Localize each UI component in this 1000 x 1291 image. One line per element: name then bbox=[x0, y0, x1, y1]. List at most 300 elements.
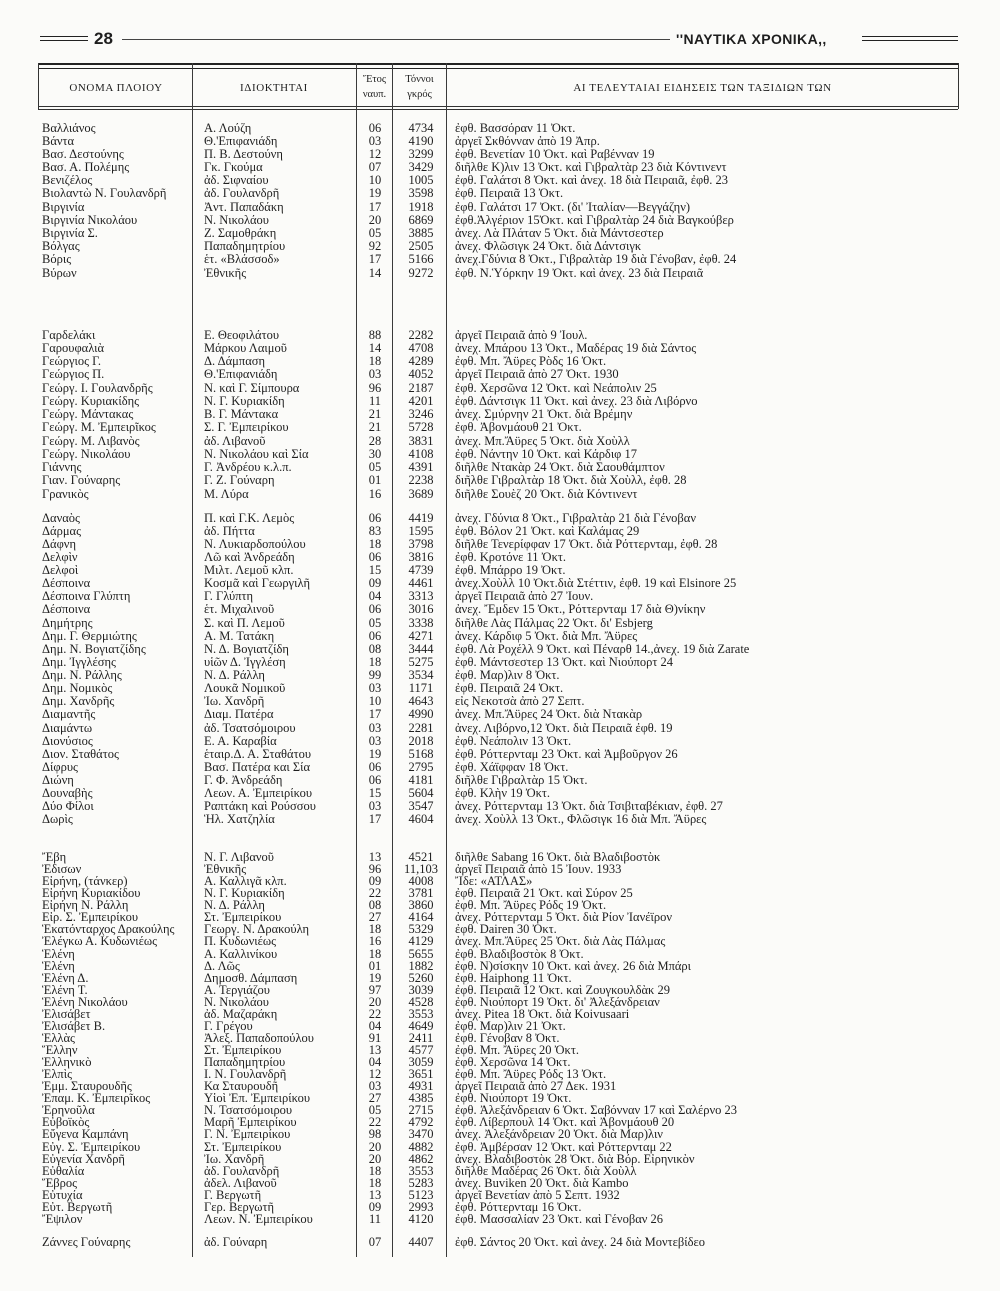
owners: ἀδ. Μαζαράκη bbox=[204, 1006, 278, 1021]
build-year: 92 bbox=[368, 239, 382, 254]
ship-name: Βασ. Δεστούνης bbox=[42, 146, 124, 161]
latest-news: ἐφθ. Πειραιᾶ 24 Ὀκτ. bbox=[455, 681, 564, 696]
ship-name: Δάρμας bbox=[42, 523, 82, 538]
ship-name: Γαρουφαλιὰ bbox=[42, 340, 105, 355]
gross-tons: 4604 bbox=[408, 812, 434, 827]
ship-group-gamma bbox=[0, 329, 1000, 501]
ship-name: Βύρων bbox=[42, 265, 77, 280]
owners: Ἰω. Χανδρῆ bbox=[204, 1151, 265, 1166]
gross-tons: 4577 bbox=[408, 1043, 434, 1057]
build-year: 09 bbox=[368, 576, 382, 591]
gross-tons: 2018 bbox=[408, 733, 434, 748]
gross-tons: 4643 bbox=[408, 694, 434, 709]
owners: Σ. καὶ Π. Λεμοῦ bbox=[204, 615, 285, 630]
latest-news: ἐφθ. Ἀλεξάνδρειαν 6 Ὀκτ. Σαβόνναν 17 καὶ Σαλέρνο 23 bbox=[455, 1103, 738, 1118]
owners: ἑταιρ.Δ. Α. Σταθάτου bbox=[204, 746, 312, 761]
latest-news: ἀνεχ. Χοὺλλ 13 Ὀκτ., Φλῶσιγκ 16 διὰ Μπ. Ἄϋρες bbox=[455, 812, 707, 827]
table-row bbox=[0, 984, 1000, 996]
latest-news: ἐφθ. Σάντος 20 Ὀκτ. καὶ ἀνεχ. 24 διὰ Μοντεβίδεο bbox=[455, 1235, 706, 1249]
owners: Ἀλεξ. Παπαδοπούλου bbox=[204, 1030, 314, 1045]
build-year: 17 bbox=[368, 707, 382, 722]
owners: Ν. Δ. Βογιατζίδη bbox=[204, 641, 289, 656]
gross-tons: 4052 bbox=[408, 367, 434, 382]
gross-tons: 2281 bbox=[408, 720, 434, 735]
table-row bbox=[0, 395, 1000, 408]
build-year: 05 bbox=[368, 460, 382, 474]
ship-name: Γεώργ. Νικολάου bbox=[42, 446, 131, 461]
table-row bbox=[0, 461, 1000, 474]
column-header-gross-tons-line2: γκρός bbox=[407, 89, 432, 100]
latest-news: ἐφθ. Πειραιᾶ 13 Ὀκτ. bbox=[455, 186, 564, 201]
latest-news: ἐφθ. Νιούπορτ 19 Ὀκτ. δι' Ἀλεξάνδρειαν bbox=[455, 994, 660, 1009]
build-year: 18 bbox=[368, 1163, 382, 1178]
page-number: 28 bbox=[94, 29, 113, 48]
build-year: 06 bbox=[368, 759, 382, 774]
latest-news: ἐφθ. Γαλάτσι 8 Ὀκτ. καὶ ἀνεχ. 18 διὰ Πειραιᾶ, ἐφθ. 23 bbox=[455, 173, 728, 188]
latest-news: ἐφθ. Ρόττερνταμ 23 Ὀκτ. καὶ Ἀμβοῦργον 26 bbox=[455, 746, 678, 761]
gross-tons: 4201 bbox=[408, 393, 434, 408]
latest-news: ἐφθ. Κλὴν 19 Ὀκτ. bbox=[455, 786, 551, 801]
build-year: 03 bbox=[368, 133, 382, 148]
owners: ἀδελ. Λιβανοῦ bbox=[204, 1175, 277, 1190]
gross-tons: 2715 bbox=[408, 1103, 434, 1118]
owners: Γερ. Βεργωτῆ bbox=[204, 1199, 275, 1214]
build-year: 18 bbox=[368, 922, 382, 937]
table-row bbox=[0, 735, 1000, 748]
ship-name: Εὔγενα Καμπάνη bbox=[42, 1127, 129, 1142]
gross-tons: 2411 bbox=[408, 1030, 434, 1045]
ship-name: Ἑλένη bbox=[42, 946, 75, 961]
table-row bbox=[0, 1153, 1000, 1165]
ship-name: Εὐθαλία bbox=[42, 1163, 85, 1178]
latest-news: διῆλθε Γιβραλτὰρ 15 Ὀκτ. bbox=[455, 773, 588, 787]
latest-news: ἐφθ. Βλαδιβοστὸκ 8 Ὀκτ. bbox=[455, 946, 584, 961]
build-year: 28 bbox=[368, 433, 382, 448]
owners: Π. καὶ Γ.Κ. Λεμὸς bbox=[204, 510, 295, 525]
gross-tons: 3547 bbox=[408, 799, 434, 814]
build-year: 83 bbox=[368, 523, 382, 538]
owners: Ν. Γ. Κυριακίδη bbox=[204, 886, 285, 901]
gross-tons: 5604 bbox=[408, 786, 434, 801]
ship-name: Δαναὸς bbox=[42, 510, 80, 525]
gross-tons: 2238 bbox=[408, 473, 434, 488]
build-year: 22 bbox=[368, 1115, 382, 1130]
gross-tons: 3651 bbox=[408, 1067, 434, 1082]
build-year: 17 bbox=[368, 252, 382, 267]
gross-tons: 3246 bbox=[408, 407, 434, 421]
owners: Δημοσθ. Δάμπαση bbox=[204, 970, 298, 985]
gross-tons: 3781 bbox=[408, 886, 434, 901]
ship-name: Γεώργ. Ι. Γουλανδρῆς bbox=[42, 380, 153, 395]
build-year: 97 bbox=[368, 982, 382, 997]
build-year: 06 bbox=[368, 602, 382, 617]
build-year: 04 bbox=[368, 1018, 382, 1033]
ship-name: Δέσποινα bbox=[42, 602, 91, 617]
ship-name: Γιάννης bbox=[42, 460, 82, 474]
table-row bbox=[0, 1189, 1000, 1201]
owners: Στ. Ἐμπειρίκου bbox=[204, 910, 282, 925]
ship-name: Δίφρυς bbox=[42, 759, 78, 774]
ship-name: Εὐγ. Σ. Ἐμπειρίκου bbox=[42, 1139, 141, 1154]
table-row bbox=[0, 1128, 1000, 1140]
latest-news: ἐφθ. Ν)σίσκην 10 Ὀκτ. καὶ ἀνεχ. 26 διὰ Μπάρι bbox=[455, 958, 692, 973]
owners: Κα Σταυρουδῆ bbox=[204, 1079, 279, 1094]
owners: Λῶ καὶ Ἀνδρεάδη bbox=[204, 549, 295, 564]
build-year: 14 bbox=[368, 340, 382, 355]
ship-name: Εἰρήνη, (τάνκερ) bbox=[42, 874, 128, 889]
latest-news: ἐφθ. Λίβερπουλ 14 Ὀκτ. καὶ Ἀβονμάουθ 20 bbox=[455, 1115, 675, 1130]
latest-news: ἐφθ. Ρόττερνταμ 16 Ὀκτ. bbox=[455, 1199, 582, 1214]
owners: Διαμ. Πατέρα bbox=[204, 707, 274, 722]
ship-name: Ἑλλὰς bbox=[42, 1030, 75, 1045]
build-year: 07 bbox=[368, 160, 382, 175]
owners: Λουκᾶ Νομικοῦ bbox=[204, 681, 286, 696]
table-row bbox=[0, 948, 1000, 960]
column-header-gross-tons-line1: Τόννοι bbox=[405, 74, 434, 85]
latest-news: ἀνεχ.Γδύνια 8 Ὀκτ., Γιβραλτὰρ 19 διὰ Γένοβαν, ἐφθ. 24 bbox=[455, 252, 737, 267]
owners: Θ.'Επιφανιάδη bbox=[204, 367, 278, 382]
header-rule-middle bbox=[122, 39, 670, 40]
latest-news: ἐφθ. Κροτόνε 11 Ὀκτ. bbox=[455, 549, 567, 564]
ship-name: Δύο Φίλοι bbox=[42, 799, 94, 814]
table-row bbox=[0, 630, 1000, 643]
build-year: 09 bbox=[368, 874, 382, 889]
gross-tons: 4391 bbox=[408, 460, 434, 474]
ship-name: Δάφνη bbox=[42, 536, 76, 551]
ship-name: Ἐρηνοῦλα bbox=[42, 1103, 95, 1118]
ship-name: Εὐβοϊκὸς bbox=[42, 1115, 90, 1130]
gross-tons: 4882 bbox=[408, 1139, 434, 1154]
ship-name: Δημ. Γ. Θερμιώτης bbox=[42, 628, 137, 643]
latest-news: ἀργεῖ Πειραιᾶ ἀπὸ 15 Ἰουν. 1933 bbox=[455, 862, 622, 877]
latest-news: διῆλθε Τενερίφφαν 17 Ὀκτ. διὰ Ρόττερνταμ, ἐφθ. 28 bbox=[455, 536, 718, 551]
latest-news: ἐφθ. Νιούπορτ 19 Ὀκτ. bbox=[455, 1091, 572, 1106]
latest-news: ἀνεχ. Ρόττερνταμ 13 Ὀκτ. διὰ Τσιβιταβέκιαν, ἐφθ. 27 bbox=[455, 799, 723, 814]
ship-name: Ἑλληνικὸ bbox=[42, 1055, 92, 1070]
table-row bbox=[0, 643, 1000, 656]
build-year: 03 bbox=[368, 367, 382, 382]
owners: Παπαδημητρίου bbox=[204, 239, 286, 254]
ship-group-beta bbox=[0, 122, 1000, 280]
latest-news: ἀργεῖ Βενετίαν ἀπὸ 5 Σεπτ. 1932 bbox=[455, 1187, 620, 1202]
owners: Ν. Νικολάου bbox=[204, 994, 269, 1009]
table-row bbox=[0, 267, 1000, 280]
owners: Γ. Βεργωτῆ bbox=[204, 1187, 262, 1202]
gross-tons: 3429 bbox=[408, 160, 434, 175]
ship-name: Δημ. Ἰγγλέσης bbox=[42, 654, 116, 669]
build-year: 27 bbox=[368, 1091, 382, 1106]
ship-name: Γρανικὸς bbox=[42, 486, 89, 501]
owners: ἀδ. Γούναρη bbox=[204, 1235, 268, 1249]
owners: Μιλτ. Λεμοῦ κλπ. bbox=[204, 563, 294, 577]
gross-tons: 3039 bbox=[408, 982, 434, 997]
latest-news: ἀνεχ. Ρόττερνταμ 5 Ὀκτ. διὰ Ρίον Ἰανέϊρον bbox=[455, 910, 672, 925]
latest-news: ἐφθ. Χερσῶνα 12 Ὀκτ. καὶ Νεάπολιν 25 bbox=[455, 380, 657, 395]
ship-name: Βιργινία Νικολάου bbox=[42, 212, 138, 227]
ship-name: Δημ. Ν. Βογιατζίδης bbox=[42, 641, 146, 656]
owners: Μαρῆ Ἐμπειρίκου bbox=[204, 1115, 297, 1130]
gross-tons: 5275 bbox=[408, 654, 434, 669]
gross-tons: 4120 bbox=[408, 1211, 434, 1226]
latest-news: ἀνεχ. Λὰ Πλάταν 5 Ὀκτ. διὰ Μάντσεστερ bbox=[455, 226, 664, 240]
owners: ἀδ. Γουλανδρῆ bbox=[204, 1163, 280, 1178]
owners: Π. Β. Δεστούνη bbox=[204, 146, 283, 161]
gross-tons: 3338 bbox=[408, 615, 434, 630]
table-row bbox=[0, 525, 1000, 538]
gross-tons: 3299 bbox=[408, 146, 434, 161]
table-row bbox=[0, 748, 1000, 761]
build-year: 12 bbox=[368, 1067, 382, 1082]
ship-name: Δελφοὶ bbox=[42, 563, 79, 577]
owners: Ἐθνικῆς bbox=[204, 862, 247, 877]
ship-name: Ἐλπὶς bbox=[42, 1067, 73, 1082]
owners: Ν. Τσατσόμοιρου bbox=[204, 1103, 293, 1118]
owners: ἑτ. «Βλάσσοδ» bbox=[204, 252, 280, 267]
gross-tons: 3798 bbox=[408, 536, 434, 551]
latest-news: ἐφθ. Haiphong 11 Ὀκτ. bbox=[455, 970, 572, 985]
table-row bbox=[0, 722, 1000, 735]
ship-name: Βάντα bbox=[42, 133, 75, 148]
ship-name: Ἑλένη Δ. bbox=[42, 970, 89, 985]
build-year: 20 bbox=[368, 994, 382, 1009]
build-year: 22 bbox=[368, 1006, 382, 1021]
table-row bbox=[0, 135, 1000, 148]
build-year: 98 bbox=[368, 1127, 382, 1142]
latest-news: ἐφθ. Γαλάτσι 17 Ὀκτ. (δι' Ἰταλίαν—Βεγγάζην) bbox=[455, 199, 691, 214]
gross-tons: 2993 bbox=[408, 1199, 434, 1214]
gross-tons: 1882 bbox=[408, 958, 434, 973]
owners: υἱῶν Δ. Ἰγγλέση bbox=[204, 654, 286, 669]
latest-news: ἀνεχ. Λιβόρνο,12 Ὀκτ. διὰ Πειραιᾶ ἐφθ. 19 bbox=[455, 720, 673, 735]
latest-news: ἐφθ. Λὰ Ροχέλλ 9 Ὀκτ. καὶ Πέναρθ 14.,ἀνεχ. 19 διὰ Zarate bbox=[455, 641, 750, 656]
build-year: 06 bbox=[368, 549, 382, 564]
ship-name: Βαλλιάνος bbox=[42, 120, 96, 135]
gross-tons: 3016 bbox=[408, 602, 434, 617]
owners: Μάρκου Λαιμοῦ bbox=[204, 340, 287, 355]
build-year: 03 bbox=[368, 1079, 382, 1094]
latest-news: ἀνεχ. Ἀλεξάνδρειαν 20 Ὀκτ. διὰ Μαρ)λιν bbox=[455, 1127, 663, 1142]
table-row bbox=[0, 1213, 1000, 1225]
gross-tons: 1595 bbox=[408, 523, 434, 538]
gross-tons: 4708 bbox=[408, 340, 434, 355]
build-year: 10 bbox=[368, 694, 382, 709]
gross-tons: 3553 bbox=[408, 1006, 434, 1021]
gross-tons: 4407 bbox=[408, 1235, 434, 1249]
build-year: 03 bbox=[368, 681, 382, 696]
owners: Ν. Λυκιαρδοπούλου bbox=[204, 536, 306, 551]
ship-group-epsilon bbox=[0, 851, 1000, 1225]
owners: Α. Τεργιάζου bbox=[204, 982, 270, 997]
gross-tons: 5728 bbox=[408, 420, 434, 435]
gross-tons: 4739 bbox=[408, 563, 434, 577]
latest-news: ἐφθ. Γένοβαν 8 Ὀκτ. bbox=[455, 1030, 560, 1045]
header-rule-right bbox=[862, 36, 958, 41]
gross-tons: 4271 bbox=[408, 628, 434, 643]
latest-news: διῆλθε Λὰς Πάλμας 22 Ὀκτ. δι' Esbjerg bbox=[455, 615, 653, 630]
latest-news: ἐφθ. Πειραιᾶ 12 Ὀκτ. καὶ Ζουγκουλδὰκ 29 bbox=[455, 982, 670, 997]
owners: Ν. Δ. Ράλλη bbox=[204, 668, 265, 682]
build-year: 15 bbox=[368, 563, 382, 577]
table-row bbox=[0, 996, 1000, 1008]
ship-name: Εἰρ. Σ. Ἐμπειρίκου bbox=[42, 910, 139, 925]
ship-name: Διαμαντῆς bbox=[42, 707, 96, 722]
ship-name: Βιολαντὼ Ν. Γουλανδρῆ bbox=[42, 186, 167, 201]
build-year: 19 bbox=[368, 970, 382, 985]
latest-news: ἐφθ. Ν.Ὑόρκην 19 Ὀκτ. καὶ ἀνεχ. 23 διὰ Πειραιᾶ bbox=[455, 265, 704, 280]
build-year: 18 bbox=[368, 354, 382, 368]
latest-news: ἐφθ. Βόλον 21 Ὀκτ. καὶ Καλάμας 29 bbox=[455, 523, 640, 538]
owners: ἀδ. Τσατσόμοιρου bbox=[204, 720, 296, 735]
build-year: 20 bbox=[368, 1139, 382, 1154]
ship-name: Γιαν. Γούναρης bbox=[42, 473, 121, 488]
table-row bbox=[0, 512, 1000, 525]
ship-name: Δελφὶν bbox=[42, 549, 78, 564]
column-header-owners: ΙΔΙΟΚΤΗΤΑΙ bbox=[240, 82, 308, 94]
owners: Β. Γ. Μάντακα bbox=[204, 407, 279, 421]
ship-name: Ἐδισων bbox=[42, 862, 82, 877]
table-header-left-border bbox=[38, 63, 39, 109]
build-year: 20 bbox=[368, 212, 382, 227]
build-year: 18 bbox=[368, 946, 382, 961]
gross-tons: 2282 bbox=[408, 327, 434, 342]
gross-tons: 3689 bbox=[408, 486, 434, 501]
journal-title: ''ΝΑΥΤΙΚΑ ΧΡΟΝΙΚΑ,, bbox=[676, 31, 827, 47]
ship-name: Ἐλισάβετ Β. bbox=[42, 1018, 106, 1033]
ship-name: Γεώργ. Μάντακας bbox=[42, 407, 134, 421]
ship-name: Δουναβὴς bbox=[42, 786, 93, 801]
owners: Κοσμᾶ καὶ Γεωργιλῆ bbox=[204, 576, 311, 591]
build-year: 11 bbox=[368, 393, 382, 408]
owners: Α. Μ. Τατάκη bbox=[204, 628, 275, 643]
latest-news: διῆλθε Σουὲζ 20 Ὀκτ. διὰ Κόντινεντ bbox=[455, 486, 638, 501]
gross-tons: 2795 bbox=[408, 759, 434, 774]
latest-news: ἐφθ. Μάντσεστερ 13 Ὀκτ. καὶ Νιούπορτ 24 bbox=[455, 654, 673, 669]
gross-tons: 4181 bbox=[408, 773, 434, 787]
gross-tons: 4008 bbox=[408, 874, 434, 889]
ship-name: Βιργινία Σ. bbox=[42, 226, 98, 240]
build-year: 18 bbox=[368, 536, 382, 551]
build-year: 06 bbox=[368, 510, 382, 525]
owners: Γ. Φ. Ἀνδρεάδη bbox=[204, 773, 283, 787]
table-row bbox=[0, 448, 1000, 461]
gross-tons: 4419 bbox=[408, 510, 434, 525]
owners: Ν. Γ. Λιβανοῦ bbox=[204, 850, 274, 864]
latest-news: ἀνεχ. Μπ.Ἄϋρες 25 Ὀκτ. διὰ Λὰς Πάλμας bbox=[455, 934, 666, 949]
owners: Γ. Γλύπτη bbox=[204, 589, 254, 604]
gross-tons: 2505 bbox=[408, 239, 434, 254]
gross-tons: 4528 bbox=[408, 994, 434, 1009]
owners: Λεων. Ν. Ἐμπειρίκου bbox=[204, 1211, 313, 1226]
build-year: 13 bbox=[368, 1043, 382, 1057]
ship-name: Ἑλένη Τ. bbox=[42, 982, 88, 997]
latest-news: διῆλθε Sabang 16 Ὀκτ. διὰ Βλαδιβοστὸκ bbox=[455, 850, 661, 864]
gross-tons: 3831 bbox=[408, 433, 434, 448]
build-year: 03 bbox=[368, 799, 382, 814]
latest-news: ἀνεχ. Γδύνια 8 Ὀκτ., Γιβραλτὰρ 21 διὰ Γένοβαν bbox=[455, 510, 696, 525]
latest-news: ἐφθ. Μπάρρο 19 Ὀκτ. bbox=[455, 563, 566, 577]
ship-group-zeta bbox=[0, 1236, 1000, 1248]
owners: Ν. Γ. Κυριακίδη bbox=[204, 393, 285, 408]
latest-news: ἐφθ. Νεάπολιν 13 Ὀκτ. bbox=[455, 733, 572, 748]
gross-tons: 4108 bbox=[408, 446, 434, 461]
table-row bbox=[0, 935, 1000, 947]
table-row bbox=[0, 474, 1000, 487]
ship-name: Γεώργ. Μ. Λιβανὸς bbox=[42, 433, 140, 448]
gross-tons: 3553 bbox=[408, 1163, 434, 1178]
ship-name: Ἑλένη Νικολάου bbox=[42, 994, 128, 1009]
latest-news: ἀνεχ. Ἔμδεν 15 Ὀκτ., Ρόττερνταμ 17 διὰ Θ)νίκην bbox=[455, 602, 706, 617]
ship-name: Γεώργιος Π. bbox=[42, 367, 105, 382]
owners: Ἡλ. Χατζηλία bbox=[204, 812, 275, 827]
ship-name: Γεώργ. Κυριακίδης bbox=[42, 393, 140, 408]
latest-news: διῆλθε Μαδέρας 26 Ὀκτ. διὰ Χοὺλλ bbox=[455, 1163, 637, 1178]
owners: Μ. Λύρα bbox=[204, 486, 249, 501]
owners: Σ. Γ. Ἐμπειρίκου bbox=[204, 420, 289, 435]
owners: Ἀντ. Παπαδάκη bbox=[204, 199, 284, 214]
owners: Ραπτάκη καὶ Ρούσσου bbox=[204, 799, 316, 814]
table-top-rule bbox=[38, 63, 958, 69]
latest-news: διῆλθε Γιβραλτὰρ 18 Ὀκτ. διὰ Χοὺλλ, ἐφθ. 28 bbox=[455, 473, 687, 488]
build-year: 05 bbox=[368, 1103, 382, 1118]
build-year: 12 bbox=[368, 146, 382, 161]
table-row bbox=[0, 603, 1000, 616]
build-year: 15 bbox=[368, 786, 382, 801]
owners: Γεωργ. Ν. Δρακούλη bbox=[204, 922, 310, 937]
build-year: 05 bbox=[368, 615, 382, 630]
table-row bbox=[0, 187, 1000, 200]
gross-tons: 4385 bbox=[408, 1091, 434, 1106]
table-header-rule bbox=[38, 106, 958, 110]
gross-tons: 5655 bbox=[408, 946, 434, 961]
owners: ἀδ. Σιφναίου bbox=[204, 173, 269, 188]
table-header-right-border bbox=[958, 63, 959, 109]
latest-news: ἐφθ. Μαρ)λιν 21 Ὀκτ. bbox=[455, 1018, 566, 1033]
build-year: 04 bbox=[368, 1055, 382, 1070]
ship-name: Διον. Σταθάτος bbox=[42, 746, 119, 761]
table-row bbox=[0, 329, 1000, 342]
table-row bbox=[0, 1177, 1000, 1189]
build-year: 17 bbox=[368, 812, 382, 827]
table-row bbox=[0, 972, 1000, 984]
latest-news: ἀργεῖ Πειραιᾶ ἀπὸ 9 Ἰουλ. bbox=[455, 327, 588, 342]
latest-news: Ἴδε: «ΑΤΛΑΣ» bbox=[455, 874, 533, 889]
gross-tons: 4990 bbox=[408, 707, 434, 722]
table-row bbox=[0, 538, 1000, 551]
build-year: 09 bbox=[368, 1199, 382, 1214]
build-year: 14 bbox=[368, 265, 382, 280]
ship-name: Βόλγας bbox=[42, 239, 80, 254]
build-year: 16 bbox=[368, 486, 382, 501]
gross-tons: 4461 bbox=[408, 576, 434, 591]
owners: Βασ. Πατέρα και Σία bbox=[204, 759, 311, 774]
ship-name: Ἐλισάβετ bbox=[42, 1006, 91, 1021]
owners: ἑτ. Μιχαλινοῦ bbox=[204, 602, 275, 617]
ship-name: Βασ. Α. Πολέμης bbox=[42, 160, 130, 175]
ship-name: Εὐτυχία bbox=[42, 1187, 83, 1202]
build-year: 21 bbox=[368, 407, 382, 421]
latest-news: ἐφθ. Μπ. Ἄϋρες Ρόδς 13 Ὀκτ. bbox=[455, 1067, 607, 1082]
gross-tons: 5168 bbox=[408, 746, 434, 761]
ship-name: Δέσποινα Γλύπτη bbox=[42, 589, 131, 604]
owners: Ε. Α. Καραβία bbox=[204, 733, 277, 748]
owners: Π. Κυδωνιέως bbox=[204, 934, 277, 949]
ship-group-delta bbox=[0, 512, 1000, 827]
gross-tons: 3860 bbox=[408, 898, 434, 913]
ship-name: Δημ. Χανδρῆς bbox=[42, 694, 115, 709]
table-row bbox=[0, 1141, 1000, 1153]
gross-tons: 3313 bbox=[408, 589, 434, 604]
latest-news: ἐφθ.Ἀλγέριον 15Ὀκτ. καὶ Γιβραλτὰρ 24 διὰ Βαγκούβερ bbox=[455, 212, 734, 227]
